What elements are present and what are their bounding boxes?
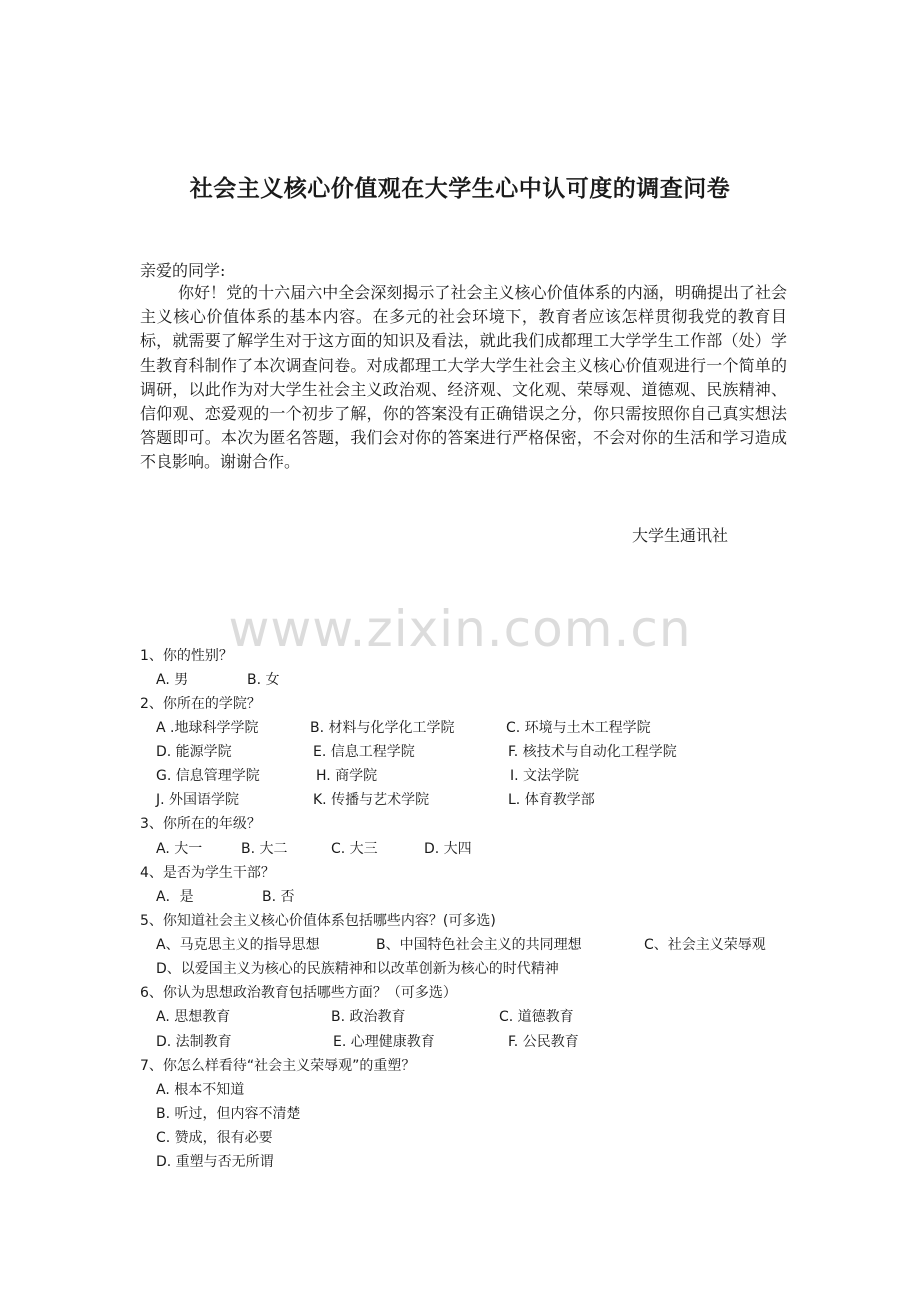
question-4-option-a[interactable]: A．是 — [156, 889, 194, 905]
question-3: 3、你所在的年级？ — [140, 816, 261, 832]
question-3-option-d[interactable]: D. 大四 — [424, 841, 472, 857]
watermark: www.zixin.com.cn — [228, 600, 692, 658]
question-2-option-b[interactable]: B. 材料与化学化工学院 — [310, 720, 455, 736]
question-6: 6、你认为思想政治教育包括哪些方面？（可多选） — [140, 985, 457, 1001]
question-2-option-g[interactable]: G. 信息管理学院 — [156, 768, 260, 784]
question-5-option-d[interactable]: D、以爱国主义为核心的民族精神和以改革创新为核心的时代精神 — [156, 961, 559, 977]
question-5-option-a[interactable]: A、马克思主义的指导思想 — [156, 937, 320, 953]
question-6-option-b[interactable]: B. 政治教育 — [331, 1009, 406, 1025]
question-1: 1、你的性别？ — [140, 648, 233, 664]
question-6-option-c[interactable]: C. 道德教育 — [499, 1009, 574, 1025]
question-7-option-a[interactable]: A. 根本不知道 — [156, 1082, 245, 1098]
question-2-option-k[interactable]: K. 传播与艺术学院 — [313, 792, 430, 808]
question-7-option-c[interactable]: C. 赞成，很有必要 — [156, 1130, 273, 1146]
question-2-option-l[interactable]: L. 体育教学部 — [508, 792, 595, 808]
question-6-option-d[interactable]: D. 法制教育 — [156, 1034, 232, 1050]
question-3-option-c[interactable]: C. 大三 — [331, 841, 378, 857]
question-1-option-a[interactable]: A. 男 — [156, 672, 189, 688]
question-2-option-c[interactable]: C. 环境与土木工程学院 — [506, 720, 651, 736]
question-7-option-b[interactable]: B. 听过，但内容不清楚 — [156, 1106, 301, 1122]
question-2-option-i[interactable]: I. 文法学院 — [510, 768, 580, 784]
question-3-option-b[interactable]: B. 大二 — [241, 841, 288, 857]
intro-paragraph: 你好！党的十六届六中全会深刻揭示了社会主义核心价值体系的内涵，明确提出了社会主义核心价值体系的基本内容。在多元的社会环境下，教育者应该怎样贯彻我党的教育目标，就需要了解学生对于这方面的知识及看法，就此我们成都理工大学学生工作部（处）学生教育科制作了本次调查问卷。对成都理工大学大学生社会主义核心价值观进行一个简单的调研，以此作为对大学生社会主义政治观、经济观、文化观、荣辱观、道德观、民族精神、信仰观、恋爱观的一个初步了解，你的答案没有正确错误之分，你只需按照你自己真实想法答题即可。本次为匿名答题，我们会对你的答案进行严格保密，不会对你的生活和学习造成不良影响。谢谢合作。 — [140, 283, 787, 472]
signature: 大学生通讯社 — [632, 526, 729, 545]
question-1-option-b[interactable]: B. 女 — [247, 672, 280, 688]
question-2-option-j[interactable]: J. 外国语学院 — [156, 792, 240, 808]
question-6-option-f[interactable]: F. 公民教育 — [508, 1034, 579, 1050]
page-title: 社会主义核心价值观在大学生心中认可度的调查问卷 — [189, 176, 731, 202]
question-2-option-e[interactable]: E. 信息工程学院 — [313, 744, 415, 760]
question-4-option-b[interactable]: B. 否 — [262, 889, 295, 905]
question-2-option-h[interactable]: H. 商学院 — [316, 768, 378, 784]
question-2-option-a[interactable]: A .地球科学学院 — [156, 720, 259, 736]
question-2: 2、你所在的学院？ — [140, 696, 261, 712]
question-6-option-a[interactable]: A. 思想教育 — [156, 1009, 231, 1025]
question-5-option-b[interactable]: B、中国特色社会主义的共同理想 — [376, 937, 582, 953]
question-5: 5、你知道社会主义核心价值体系包括哪些内容？(可多选) — [140, 913, 496, 929]
question-5-option-c[interactable]: C、社会主义荣辱观 — [644, 937, 766, 953]
question-6-option-e[interactable]: E. 心理健康教育 — [333, 1034, 435, 1050]
question-2-option-d[interactable]: D. 能源学院 — [156, 744, 232, 760]
question-7-option-d[interactable]: D. 重塑与否无所谓 — [156, 1154, 274, 1170]
question-7: 7、你怎么样看待“社会主义荣辱观”的重塑？ — [140, 1058, 416, 1074]
question-2-option-f[interactable]: F. 核技术与自动化工程学院 — [508, 744, 677, 760]
question-4: 4、是否为学生干部？ — [140, 865, 275, 881]
question-3-option-a[interactable]: A. 大一 — [156, 841, 203, 857]
salutation: 亲爱的同学: — [140, 261, 226, 280]
